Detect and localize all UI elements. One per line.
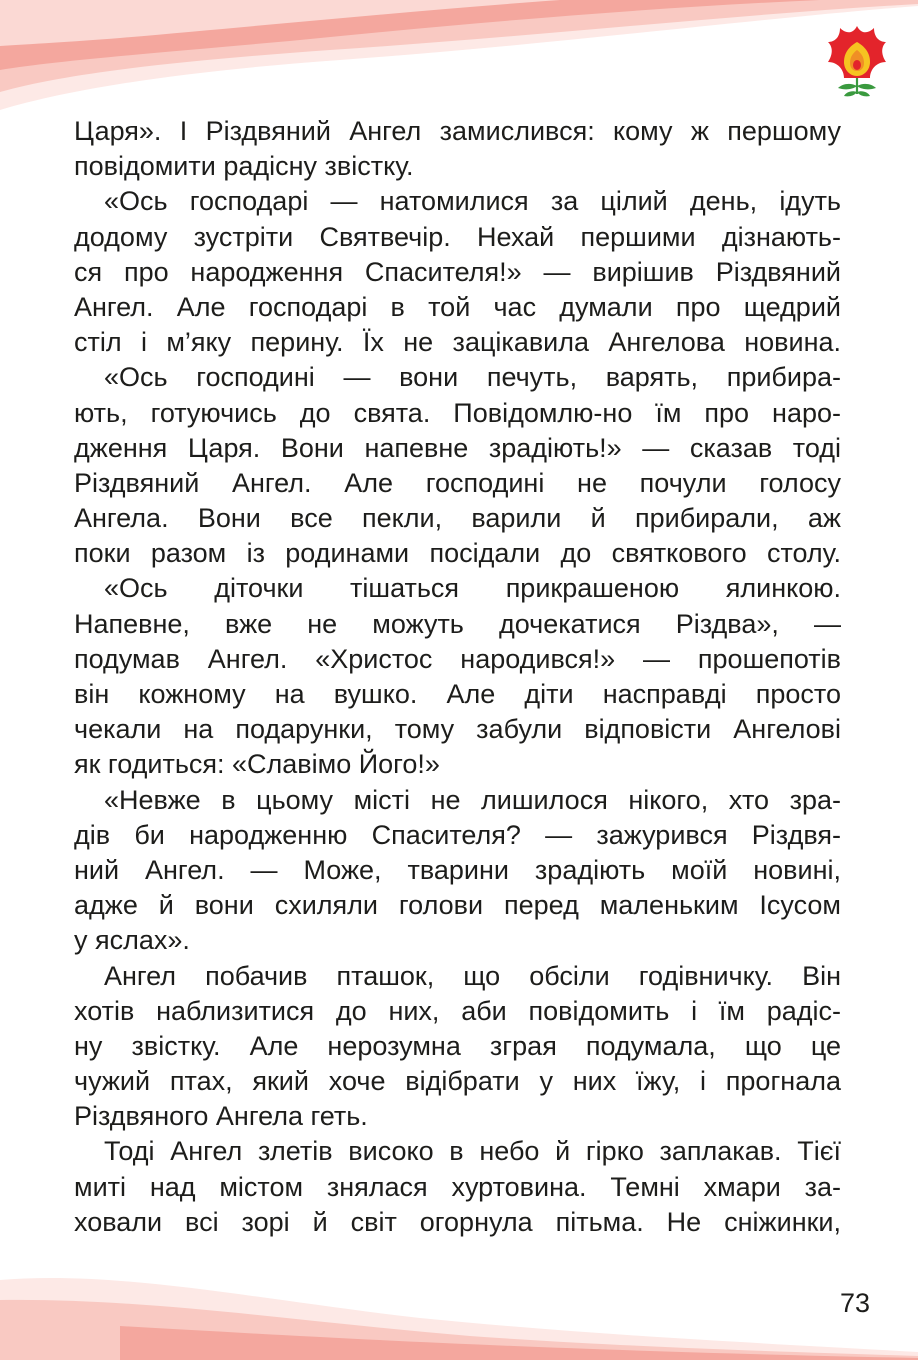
text-line: «Ось господарі — натомилися за цілий день, ідуть (104, 186, 841, 217)
text-line: Різдвяний Ангел. Але господині не почули голосу (74, 467, 841, 498)
text-line: Ангел побачив пташок, що обсіли годівничку. Він (104, 960, 841, 991)
text-line: повідомити радісну звістку. (74, 151, 414, 182)
text-line: як годиться: «Славімо Його!» (74, 749, 440, 780)
text-line: додому зустріти Святвечір. Нехай першими дізнають- (74, 221, 841, 252)
text-line: ний Ангел. — Може, тварини зрадіють моїй новині, (74, 854, 841, 885)
text-line: дів би народженню Спасителя? — зажурився Різдвя- (74, 819, 841, 850)
text-line: адже й вони схиляли голови перед маленьким Ісусом (74, 890, 841, 921)
text-line: Ангела. Вони все пекли, варили й прибирали, аж (74, 503, 841, 534)
text-line: «Ось господині — вони печуть, варять, прибира- (104, 362, 841, 393)
text-line: стіл і м’яку перину. Їх не зацікавила Ангелова новина. (74, 327, 841, 358)
text-line: у яслах». (74, 925, 190, 956)
text-line: миті над містом знялася хуртовина. Темні хмари за- (74, 1171, 841, 1202)
bottom-decorative-swoosh (0, 1240, 918, 1360)
text-line: ну звістку. Але нерозумна зграя подумала, що це (74, 1030, 841, 1061)
text-line: дження Царя. Вони напевне зрадіють!» — сказав тоді (74, 432, 841, 463)
text-line: ють, готуючись до свята. Повідомлю-но їм про наро- (74, 397, 841, 428)
page-number: 73 (839, 1288, 871, 1318)
text-line: ся про народження Спасителя!» — вирішив Різдвяний (74, 256, 841, 287)
text-line: Царя». І Різдвяний Ангел замислився: кому ж першому (74, 116, 841, 146)
text-line: чекали на подарунки, тому забули відповісти Ангелові (74, 714, 841, 745)
text-line: хотів наблизитися до них, аби повідомить і їм радіс- (74, 995, 841, 1026)
text-line: Тоді Ангел злетів високо в небо й гірко заплакав. Тієї (104, 1136, 841, 1167)
story-text (74, 114, 841, 1240)
text-line: «Ось діточки тішаться прикрашеною ялинкою. (104, 573, 841, 604)
top-decorative-swoosh (0, 0, 918, 130)
text-line: Напевне, вже не можуть дочекатися Різдва», — (74, 608, 841, 639)
text-line: подумав Ангел. «Христос народився!» — прошепотів (74, 643, 841, 674)
text-line: поки разом із родинами посідали до святкового столу. (74, 538, 841, 569)
text-line: він кожному на вушко. Але діти насправді просто (74, 679, 841, 709)
text-line: чужий птах, який хоче відібрати у них їжу, і прогнала (74, 1066, 841, 1097)
text-line: Ангел. Але господарі в той час думали про щедрий (74, 291, 841, 322)
text-line: Різдвяного Ангела геть. (74, 1101, 368, 1132)
text-line: «Невже в цьому місті не лишилося нікого, хто зра- (104, 784, 841, 815)
flower-ornament-icon (826, 22, 888, 100)
text-line: ховали всі зорі й світ огорнула пітьма. Не сніжинки, (74, 1206, 841, 1237)
